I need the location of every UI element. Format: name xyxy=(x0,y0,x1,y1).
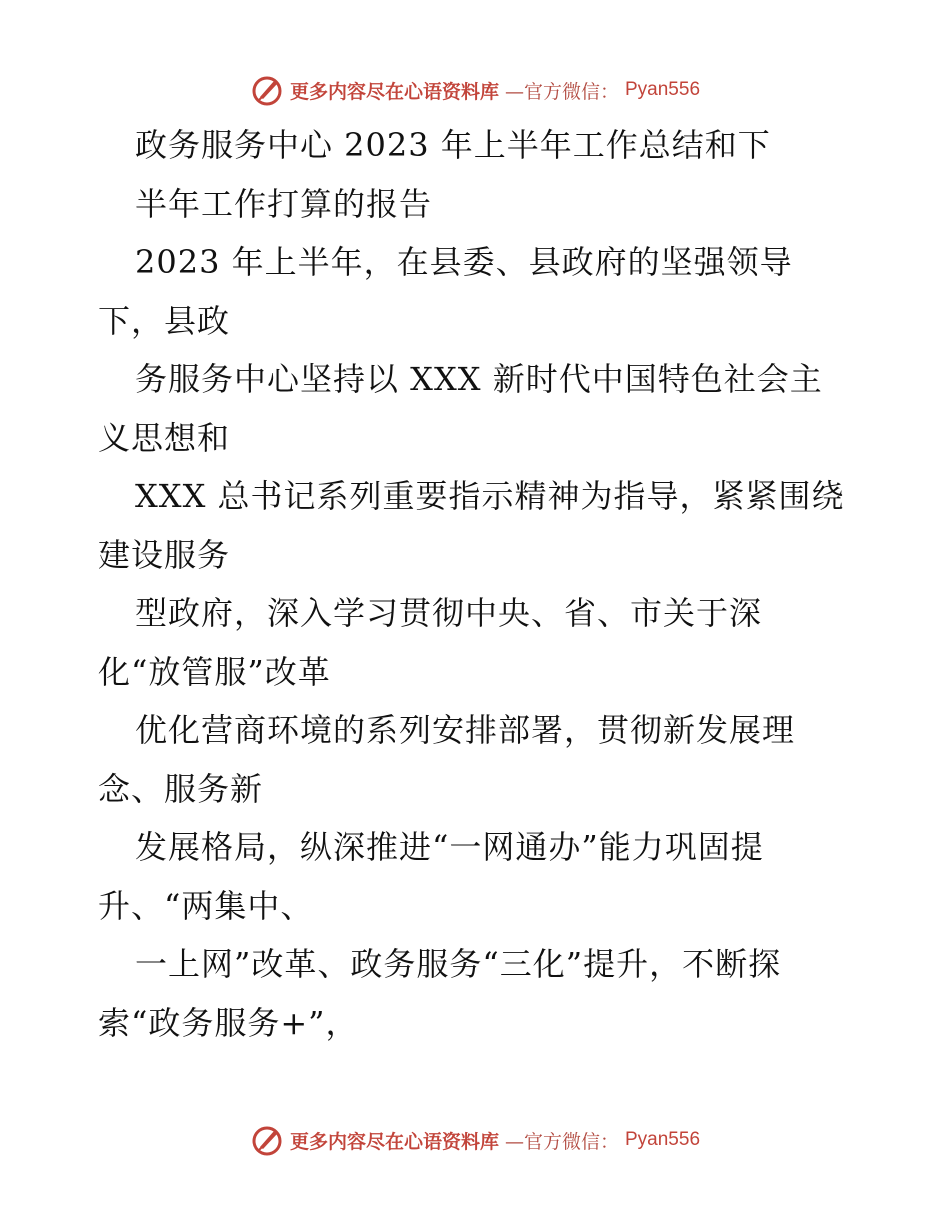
paragraph-line: 念、服务新 xyxy=(98,769,264,808)
header-banner-title: 更多内容尽在心语资料库 xyxy=(289,80,499,103)
paragraph-line: 2023 年上半年，在县委、县政府的坚强领导 xyxy=(135,243,793,281)
footer-banner-title: 更多内容尽在心语资料库 xyxy=(289,1130,499,1153)
paragraph-line: 发展格局，纵深推进“一网通办”能力巩固提 xyxy=(135,828,764,866)
paragraph-line: 下，县政 xyxy=(98,301,231,340)
quill-circle-logo-icon xyxy=(250,73,284,107)
footer-banner xyxy=(0,1120,950,1160)
document-body xyxy=(98,116,878,1052)
quill-circle-logo-icon xyxy=(250,1123,284,1157)
paragraph-line: 索“政务服务+”， xyxy=(98,1003,359,1042)
paragraph-line: 升、“两集中、 xyxy=(98,886,314,925)
paragraph-line: 务服务中心坚持以 XXX 新时代中国特色社会主 xyxy=(135,360,823,398)
paragraph-line: 建设服务 xyxy=(98,535,231,574)
header-banner-inner xyxy=(250,73,700,107)
footer-banner-dash: —官方微信： xyxy=(504,1130,619,1153)
header-banner-wechat-id: Pyan556 xyxy=(625,79,701,100)
title-line-2: 半年工作打算的报告 xyxy=(135,184,433,223)
paragraph-line: 化“放管服”改革 xyxy=(98,652,331,691)
paragraph-line: 一上网”改革、政务服务“三化”提升，不断探 xyxy=(135,945,782,983)
paragraph-line: XXX 总书记系列重要指示精神为指导，紧紧围绕 xyxy=(135,477,845,515)
footer-banner-inner xyxy=(250,1123,700,1157)
paragraph-line: 义思想和 xyxy=(98,418,231,457)
title-line-1: 政务服务中心 2023 年上半年工作总结和下 xyxy=(135,126,771,164)
header-banner-dash: —官方微信： xyxy=(504,80,619,103)
paragraph-line: 型政府，深入学习贯彻中央、省、市关于深 xyxy=(135,594,763,632)
paragraph-line: 优化营商环境的系列安排部署，贯彻新发展理 xyxy=(135,711,796,749)
footer-banner-wechat-id: Pyan556 xyxy=(625,1129,701,1150)
header-banner xyxy=(0,70,950,110)
